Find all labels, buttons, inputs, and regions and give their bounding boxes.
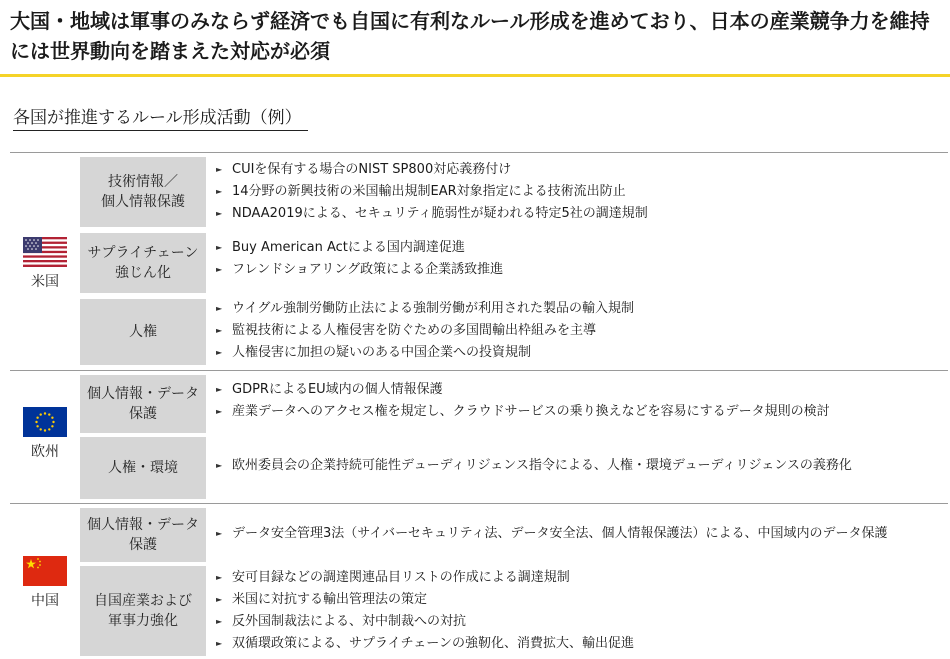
country-china (10, 556, 80, 610)
list-item: ► NDAA2019による、セキュリティ脆弱性が疑われる特定5社の調達規制 (216, 203, 946, 225)
item-list (216, 523, 946, 545)
list-item: ► データ安全管理3法（サイバーセキュリティ法、データ安全法、個人情報保護法）による、中国域内のデータ保護 (216, 523, 946, 545)
list-item: ► 米国に対抗する輸出管理法の策定 (216, 589, 946, 611)
list-item: ► Buy American Actによる国内調達促進 (216, 237, 946, 259)
country-name: 欧州 (31, 444, 59, 460)
category-label: サプライチェーン 強じん化 (80, 233, 206, 293)
list-item: ► CUIを保有する場合のNIST SP800対応義務付け (216, 159, 946, 181)
us-flag-icon (23, 237, 67, 267)
list-item: ► 人権侵害に加担の疑いのある中国企業への投資規制 (216, 342, 946, 364)
item-list (216, 379, 946, 423)
country-name: 中国 (31, 593, 59, 609)
list-item: ► 監視技術による人権侵害を防ぐための多国間輸出枠組みを主導 (216, 320, 946, 342)
item-list (216, 455, 946, 477)
eu-flag-icon (23, 407, 67, 437)
list-item: ► 産業データへのアクセス権を規定し、クラウドサービスの乗り換えなどを容易にするデータ規則の検討 (216, 401, 946, 423)
item-list (216, 567, 946, 655)
category-label: 技術情報／ 個人情報保護 (80, 157, 206, 227)
category-label: 個人情報・データ 保護 (80, 375, 206, 433)
list-item: ► 14分野の新興技術の米国輸出規制EAR対象指定による技術流出防止 (216, 181, 946, 203)
list-item: ► 双循環政策による、サプライチェーンの強靭化、消費拡大、輸出促進 (216, 633, 946, 655)
list-item: ► 安可目録などの調達関連品目リストの作成による調達規制 (216, 567, 946, 589)
list-item: ► 反外国制裁法による、対中制裁への対抗 (216, 611, 946, 633)
china-flag-icon (23, 556, 67, 586)
item-list (216, 237, 946, 281)
title-divider (0, 74, 950, 77)
category-label: 人権 (80, 299, 206, 365)
list-item: ► フレンドショアリング政策による企業誘致推進 (216, 259, 946, 281)
category-label: 個人情報・データ 保護 (80, 508, 206, 562)
region-eu (10, 370, 948, 503)
country-eu (10, 407, 80, 461)
item-list (216, 298, 946, 364)
region-us (10, 152, 948, 369)
category-label: 人権・環境 (80, 437, 206, 499)
list-item: ► ウイグル強制労働防止法による強制労働が利用された製品の輸入規制 (216, 298, 946, 320)
item-list (216, 159, 946, 225)
page-title: 大国・地域は軍事のみならず経済でも自国に有利なルール形成を進めており、日本の産業競争力を維持には世界動向を踏まえた対応が必須 (10, 9, 930, 63)
category-label: 自国産業および 軍事力強化 (80, 566, 206, 656)
region-china (10, 503, 948, 659)
list-item: ► GDPRによるEU域内の個人情報保護 (216, 379, 946, 401)
section-subtitle: 各国が推進するルール形成活動（例） (13, 106, 308, 131)
country-us (10, 237, 80, 291)
country-name: 米国 (31, 274, 59, 290)
list-item: ► 欧州委員会の企業持続可能性デューディリジェンス指令による、人権・環境デューディリジェンスの義務化 (216, 455, 946, 477)
